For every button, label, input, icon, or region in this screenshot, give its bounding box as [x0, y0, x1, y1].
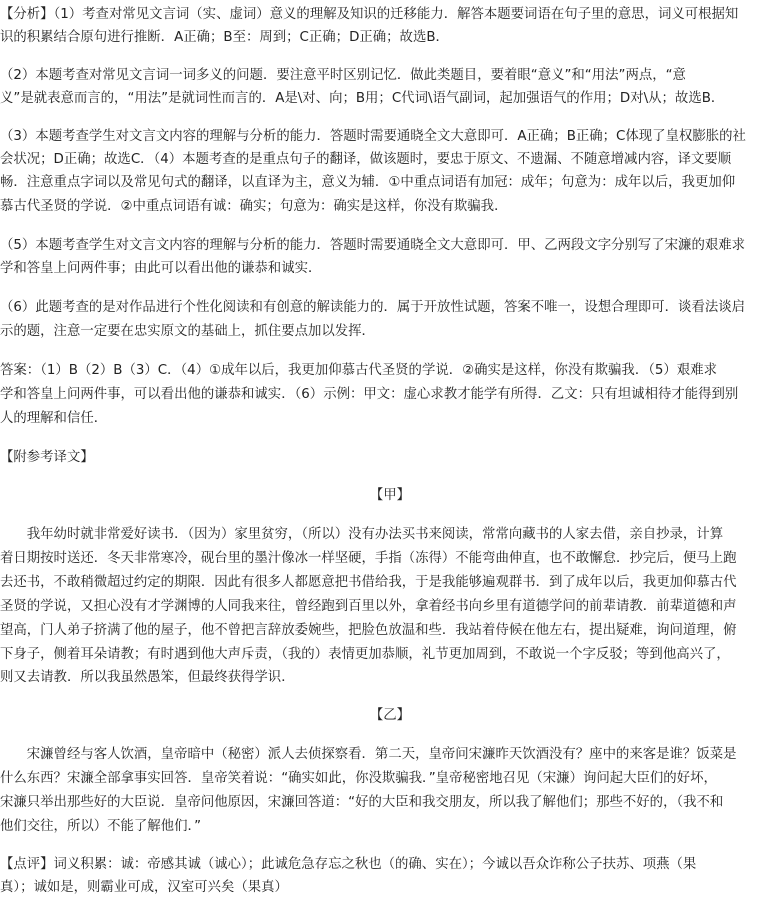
analysis-p2-line1: （2）本题考查对常见文言词一词多义的问题．要注意平时区别记忆．做此类题目，要着眼“意义”和“用法”两点，“意: [0, 68, 686, 83]
yi-line4: 他们交往，所以）不能了解他们．”: [0, 819, 202, 834]
analysis-p5-line2: 学和答皇上问两件事；由此可以看出他的谦恭和诚实．: [0, 261, 322, 276]
jia-line1: 我年幼时就非常爱好读书．（因为）家里贫穷，（所以）没有办法买书来阅读，常常向藏书的人家去借，亲自抄录，计算: [0, 527, 724, 542]
yi-line1: 宋濂曾经与客人饮酒，皇帝暗中（秘密）派人去侦探察看．第二天，皇帝问宋濂昨天饮酒没有？座中的来客是谁？饭菜是: [0, 747, 737, 762]
analysis-p3-line4: 慕古代圣贤的学说．②中重点词语有诚：确实；句意为：确实是这样，你没有欺骗我．: [0, 199, 508, 214]
analysis-p6-line2: 示的题，注意一定要在忠实原文的基础上，抓住要点加以发挥．: [0, 324, 375, 339]
answer-line1: 答案：（1）B（2）B（3）C．（4）①成年以后，我更加仰慕古代圣贤的学说．②确实是这样，你没有欺骗我．（5）艰难求: [0, 363, 717, 378]
analysis-p3-line2: 会状况；D正确；故选C．（4）本题考查的是重点句子的翻译，做该题时，要忠于原文、不遗漏、不随意增减内容，译文要顺: [0, 152, 732, 167]
analysis-p2-line2: 义”是就表意而言的，“用法”是就词性而言的．A是\对、向；B用；C代词\语气副词，起加强语气的作用；D对\从；故选B．: [0, 91, 725, 106]
jia-line4: 圣贤的学说，又担心没有才学渊博的人同我来往，曾经跑到百里以外，拿着经书向乡里有道德学问的前辈请教．前辈道德和声: [0, 599, 737, 614]
translation-header: 【附参考译文】: [0, 450, 94, 465]
yi-line2: 什么东西？宋濂全部拿事实回答．皇帝笑着说：“确实如此，你没欺骗我．”皇帝秘密地召见（宋濂）询问起大臣们的好坏，: [0, 771, 717, 786]
section-jia-title: 【甲】: [369, 488, 411, 503]
analysis-p1-line1: 【分析】（1）考查对常见文言词（实、虚词）意义的理解及知识的迁移能力．解答本题要词语在句子里的意思，词义可根据知: [0, 7, 739, 22]
jia-line5: 望高，门人弟子挤满了他的屋子，他不曾把言辞放委婉些，把脸色放温和些．我站着侍候在他左右，提出疑难，询问道理，俯: [0, 623, 737, 638]
analysis-p3-line3: 畅．注意重点字词以及常见句式的翻译，以直译为主，意义为辅．①中重点词语有加冠：成年；句意为：成年以后，我更加仰: [0, 175, 736, 190]
comment-line1: 【点评】词义积累：诚：帝感其诚（诚心）；此诚危急存忘之秋也（的确、实在）；今诚以吾众诈称公子扶苏、项燕（果: [0, 857, 697, 872]
jia-line2: 着日期按时送还．冬天非常寒冷，砚台里的墨汁像冰一样坚硬，手指（冻得）不能弯曲伸直，也不敢懈怠．抄完后，便马上跑: [0, 551, 737, 566]
analysis-p1-line2: 识的积累结合原句进行推断．A正确；B至：周到；C正确；D正确；故选B．: [0, 30, 449, 45]
answer-line3: 人的理解和信任．: [0, 411, 108, 426]
jia-line7: 则又去请教．所以我虽然愚笨，但最终获得学识．: [0, 670, 295, 685]
section-yi-title: 【乙】: [369, 708, 411, 723]
analysis-p6-line1: （6）此题考查的是对作品进行个性化阅读和有创意的解读能力的．属于开放性试题，答案不唯一，设想合理即可．谈看法谈启: [0, 300, 745, 315]
answer-line2: 学和答皇上问两件事，可以看出他的谦恭和诚实．（6）示例：甲文：虚心求教才能学有所得．乙文：只有坦诚相待才能得到别: [0, 387, 739, 402]
analysis-p5-line1: （5）本题考查学生对文言文内容的理解与分析的能力．答题时需要通晓全文大意即可．甲、乙两段文字分别写了宋濂的艰难求: [0, 238, 745, 253]
jia-line6: 下身子，侧着耳朵请教；有时遇到他大声斥责，（我的）表情更加恭顺，礼节更加周到，不敢说一个字反驳；等到他高兴了，: [0, 647, 730, 662]
comment-line2: 真）；诚如是，则霸业可成，汉室可兴矣（果真）: [0, 880, 288, 895]
analysis-p3-line1: （3）本题考查学生对文言文内容的理解与分析的能力．答题时需要通晓全文大意即可．A正确；B正确；C体现了皇权膨胀的社: [0, 129, 746, 144]
yi-line3: 宋濂只举出那些好的大臣说．皇帝问他原因，宋濂回答道：“好的大臣和我交朋友，所以我了解他们；那些不好的，（我不和: [0, 795, 724, 810]
jia-line3: 去还书，不敢稍微超过约定的期限．因此有很多人都愿意把书借给我，于是我能够遍观群书．到了成年以后，我更加仰慕古代: [0, 575, 737, 590]
